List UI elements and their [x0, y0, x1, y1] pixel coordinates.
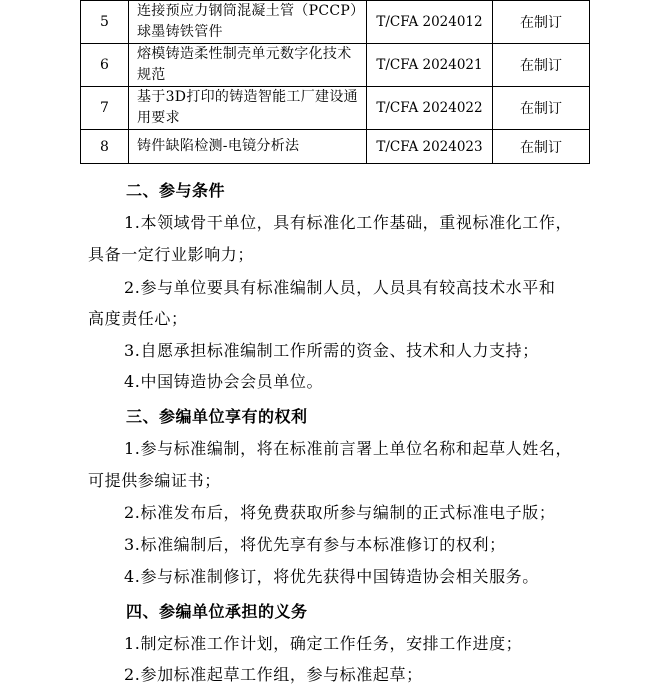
- standard-name: 基于3D打印的铸造智能工厂建设通用要求: [129, 87, 367, 130]
- paragraph: 4.参与标准制修订，将优先获得中国铸造协会相关服务。: [124, 567, 539, 586]
- paragraph-continuation: 具备一定行业影响力；: [88, 245, 255, 264]
- standard-name: 熔模铸造柔性制壳单元数字化技术规范: [129, 44, 367, 87]
- row-number: 6: [81, 44, 129, 87]
- paragraph-continuation: 可提供参编证书；: [88, 471, 221, 490]
- table-row: [81, 1, 590, 44]
- standard-status: 在制订: [493, 87, 590, 130]
- paragraph: 3.自愿承担标准编制工作所需的资金、技术和人力支持；: [124, 341, 539, 360]
- paragraph: 2.标准发布后，将免费获取所参与编制的正式标准电子版；: [124, 503, 556, 522]
- row-number: 7: [81, 87, 129, 130]
- standard-name: 连接预应力钢筒混凝土管（PCCP）球墨铸铁管件: [129, 1, 367, 44]
- table-row: [81, 44, 590, 87]
- paragraph: 1.本领域骨干单位，具有标准化工作基础，重视标准化工作，: [124, 213, 573, 232]
- table-row: [81, 87, 590, 130]
- standard-code: T/CFA 2024021: [367, 44, 493, 87]
- standard-code: T/CFA 2024012: [367, 1, 493, 44]
- standard-code: T/CFA 2024022: [367, 87, 493, 130]
- section-heading-conditions: 二、参与条件: [126, 181, 226, 200]
- paragraph-continuation: 高度责任心；: [88, 309, 188, 328]
- row-number: 8: [81, 130, 129, 164]
- standard-code: T/CFA 2024023: [367, 130, 493, 164]
- paragraph: 1.参与标准编制，将在标准前言署上单位名称和起草人姓名，: [124, 439, 573, 458]
- paragraph: 2.参与单位要具有标准编制人员，人员具有较高技术水平和: [124, 278, 556, 297]
- paragraph: 1.制定标准工作计划，确定工作任务，安排工作进度；: [124, 634, 523, 653]
- section-heading-obligations: 四、参编单位承担的义务: [126, 602, 308, 621]
- standard-status: 在制订: [493, 1, 590, 44]
- paragraph: 2.参加标准起草工作组，参与标准起草；: [124, 665, 423, 684]
- standard-status: 在制订: [493, 130, 590, 164]
- standard-status: 在制订: [493, 44, 590, 87]
- paragraph: 4.中国铸造协会会员单位。: [124, 372, 324, 391]
- paragraph: 3.标准编制后，将优先享有参与本标准修订的权利；: [124, 535, 506, 554]
- standard-name: 铸件缺陷检测-电镜分析法: [129, 130, 367, 164]
- section-heading-rights: 三、参编单位享有的权利: [126, 407, 308, 426]
- table-row: [81, 130, 590, 164]
- row-number: 5: [81, 1, 129, 44]
- standards-table: [80, 0, 590, 164]
